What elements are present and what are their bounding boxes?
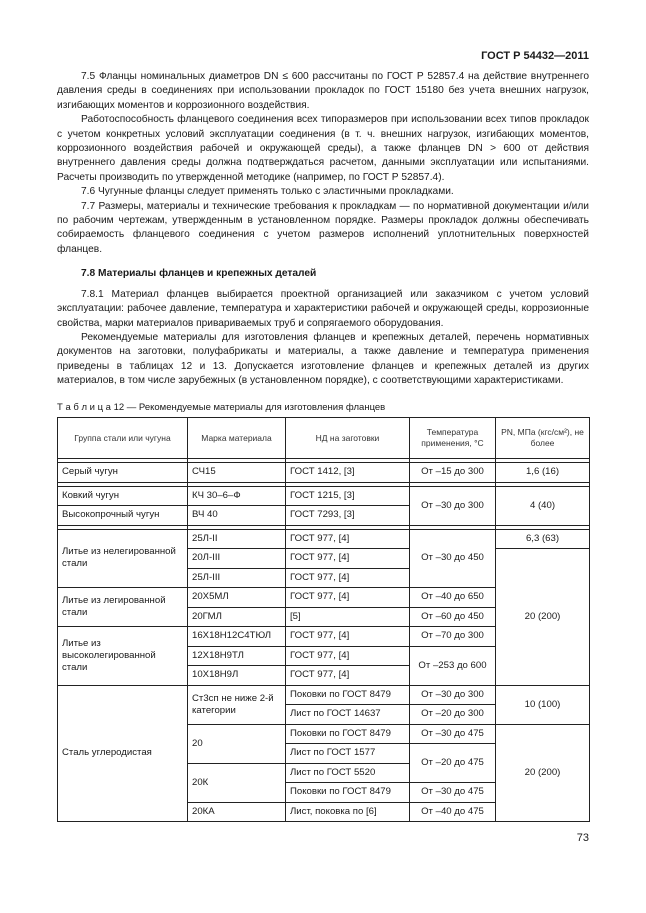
cell-pn: 6,3 (63) — [496, 529, 590, 549]
table-row — [58, 685, 590, 705]
cell-grade: 20К — [188, 763, 286, 802]
header-nd: НД на заготовки — [286, 418, 410, 459]
cell-group: Серый чугун — [58, 463, 188, 483]
table-caption: Т а б л и ц а 12 — Рекомендуемые материалы для изготовления фланцев — [57, 402, 386, 413]
cell-nd: ГОСТ 977, [4] — [286, 549, 410, 569]
cell-group: Сталь углеродистая — [58, 685, 188, 822]
cell-grade: 20КА — [188, 802, 286, 822]
paragraph-7-8-1: 7.8.1 Материал фланцев выбирается проектной организацией или заказчиком с учетом условий эксплуатации: рабочее давление, температура и характеристики рабочей и окружающей среды, коррозионные свойства, марки материалов привариваемых труб и сопрягаемого оборудования. — [57, 288, 589, 329]
cell-temp: От –30 до 300 — [410, 486, 496, 525]
cell-grade: ВЧ 40 — [188, 506, 286, 526]
cell-pn: 1,6 (16) — [496, 463, 590, 483]
cell-nd: ГОСТ 977, [4] — [286, 568, 410, 588]
cell-temp: От –15 до 300 — [410, 463, 496, 483]
document-code: ГОСТ Р 54432—2011 — [481, 50, 589, 62]
cell-nd: ГОСТ 977, [4] — [286, 666, 410, 686]
cell-grade: СЧ15 — [188, 463, 286, 483]
paragraph-operability: Работоспособность фланцевого соединения всех типоразмеров при использовании всех типов прокладок с учетом конкретных условий эксплуатации соединения (в т. ч. внешних нагрузок, изгибающих моментов, коррозионного воздействия рабочей и окружающей среды), а также фланцев DN > 600 от действия внутреннего давления среды должна подтверждаться расчетом, данными эксплуатации или испытаниями. Расчеты производить по утвержденной методике (например, по ГОСТ Р 52857.4). — [57, 114, 589, 183]
table-row — [58, 463, 590, 483]
paragraph-7-6: 7.6 Чугунные фланцы следует применять только с эластичными прокладками. — [81, 186, 454, 198]
cell-pn: 4 (40) — [496, 486, 590, 525]
header-grade: Марка материала — [188, 418, 286, 459]
paragraph-7-5: 7.5 Фланцы номинальных диаметров DN ≤ 600 рассчитаны по ГОСТ Р 52857.4 на действие внутреннего давления среды в соединениях при использовании прокладок по ГОСТ 15180 без учета внешних нагрузок, изгибающих моментов и коррозионного воздействия. — [57, 71, 589, 111]
body-text — [57, 70, 589, 389]
cell-nd: Поковки по ГОСТ 8479 — [286, 685, 410, 705]
cell-grade: 25Л-III — [188, 568, 286, 588]
cell-grade: 20 — [188, 724, 286, 763]
cell-nd: ГОСТ 7293, [3] — [286, 506, 410, 526]
cell-grade: 12Х18Н9ТЛ — [188, 646, 286, 666]
cell-nd: ГОСТ 977, [4] — [286, 529, 410, 549]
cell-nd: ГОСТ 1412, [3] — [286, 463, 410, 483]
cell-nd: ГОСТ 977, [4] — [286, 627, 410, 647]
cell-nd: Лист по ГОСТ 1577 — [286, 744, 410, 764]
cell-nd: Поковки по ГОСТ 8479 — [286, 724, 410, 744]
paragraph-7-7: 7.7 Размеры, материалы и технические требования к прокладкам — по нормативной документации и/или по рабочим чертежам, утвержденным в установленном порядке. Размеры прокладок должны обеспечивать собираемость фланцевого соединения с учетом размеров исполнений уплотнительных поверхностей фланцев. — [57, 200, 589, 255]
cell-group: Литье из нелегированной стали — [58, 529, 188, 588]
cell-group: Литье из легированной стали — [58, 588, 188, 627]
cell-temp: От –70 до 300 — [410, 627, 496, 647]
cell-grade: 20Х5МЛ — [188, 588, 286, 608]
section-heading: 7.8 Материалы фланцев и крепежных деталей — [81, 268, 317, 280]
cell-grade: 20ГМЛ — [188, 607, 286, 627]
cell-nd: [5] — [286, 607, 410, 627]
cell-grade: 25Л-II — [188, 529, 286, 549]
cell-grade: КЧ 30–6–Ф — [188, 486, 286, 506]
header-group: Группа стали или чугуна — [58, 418, 188, 459]
materials-table — [57, 417, 590, 822]
cell-temp: От –30 до 450 — [410, 529, 496, 588]
cell-nd: ГОСТ 977, [4] — [286, 588, 410, 608]
cell-group: Высокопрочный чугун — [58, 506, 188, 526]
cell-pn: 20 (200) — [496, 724, 590, 822]
cell-nd: ГОСТ 1215, [3] — [286, 486, 410, 506]
cell-temp: От –30 до 475 — [410, 783, 496, 803]
header-pn: PN, МПа (кгс/см²), не более — [496, 418, 590, 459]
cell-group: Литье из высоколегированной стали — [58, 627, 188, 686]
cell-pn: 10 (100) — [496, 685, 590, 724]
page-number: 73 — [576, 832, 589, 844]
cell-grade: 10Х18Н9Л — [188, 666, 286, 686]
cell-nd: Лист по ГОСТ 14637 — [286, 705, 410, 725]
table-header-row — [58, 418, 590, 459]
cell-grade: 20Л-III — [188, 549, 286, 569]
cell-grade: 16Х18Н12С4ТЮЛ — [188, 627, 286, 647]
cell-temp: От –253 до 600 — [410, 646, 496, 685]
cell-temp: От –30 до 475 — [410, 724, 496, 744]
cell-grade: Ст3сп не ниже 2-й категории — [188, 685, 286, 724]
cell-temp: От –60 до 450 — [410, 607, 496, 627]
cell-nd: Поковки по ГОСТ 8479 — [286, 783, 410, 803]
header-temp: Температура применения, °С — [410, 418, 496, 459]
cell-nd: ГОСТ 977, [4] — [286, 646, 410, 666]
cell-temp: От –40 до 650 — [410, 588, 496, 608]
table-row — [58, 529, 590, 549]
cell-temp: От –20 до 475 — [410, 744, 496, 783]
paragraph-recommended: Рекомендуемые материалы для изготовления фланцев и крепежных деталей, перечень нормативных документов на заготовки, полуфабрикаты и материалы, а также давление и температура применения приведены в таблицах 12 и 13. Допускается изготовление фланцев и крепежных деталей из других материалов, в том числе зарубежных (в установленном порядке), с соответствующими характеристиками. — [57, 331, 589, 387]
cell-temp: От –40 до 475 — [410, 802, 496, 822]
cell-nd: Лист по ГОСТ 5520 — [286, 763, 410, 783]
cell-temp: От –30 до 300 — [410, 685, 496, 705]
cell-group: Ковкий чугун — [58, 486, 188, 506]
cell-pn: 20 (200) — [496, 549, 590, 686]
cell-nd: Лист, поковка по [6] — [286, 802, 410, 822]
cell-temp: От –20 до 300 — [410, 705, 496, 725]
table-row — [58, 486, 590, 506]
